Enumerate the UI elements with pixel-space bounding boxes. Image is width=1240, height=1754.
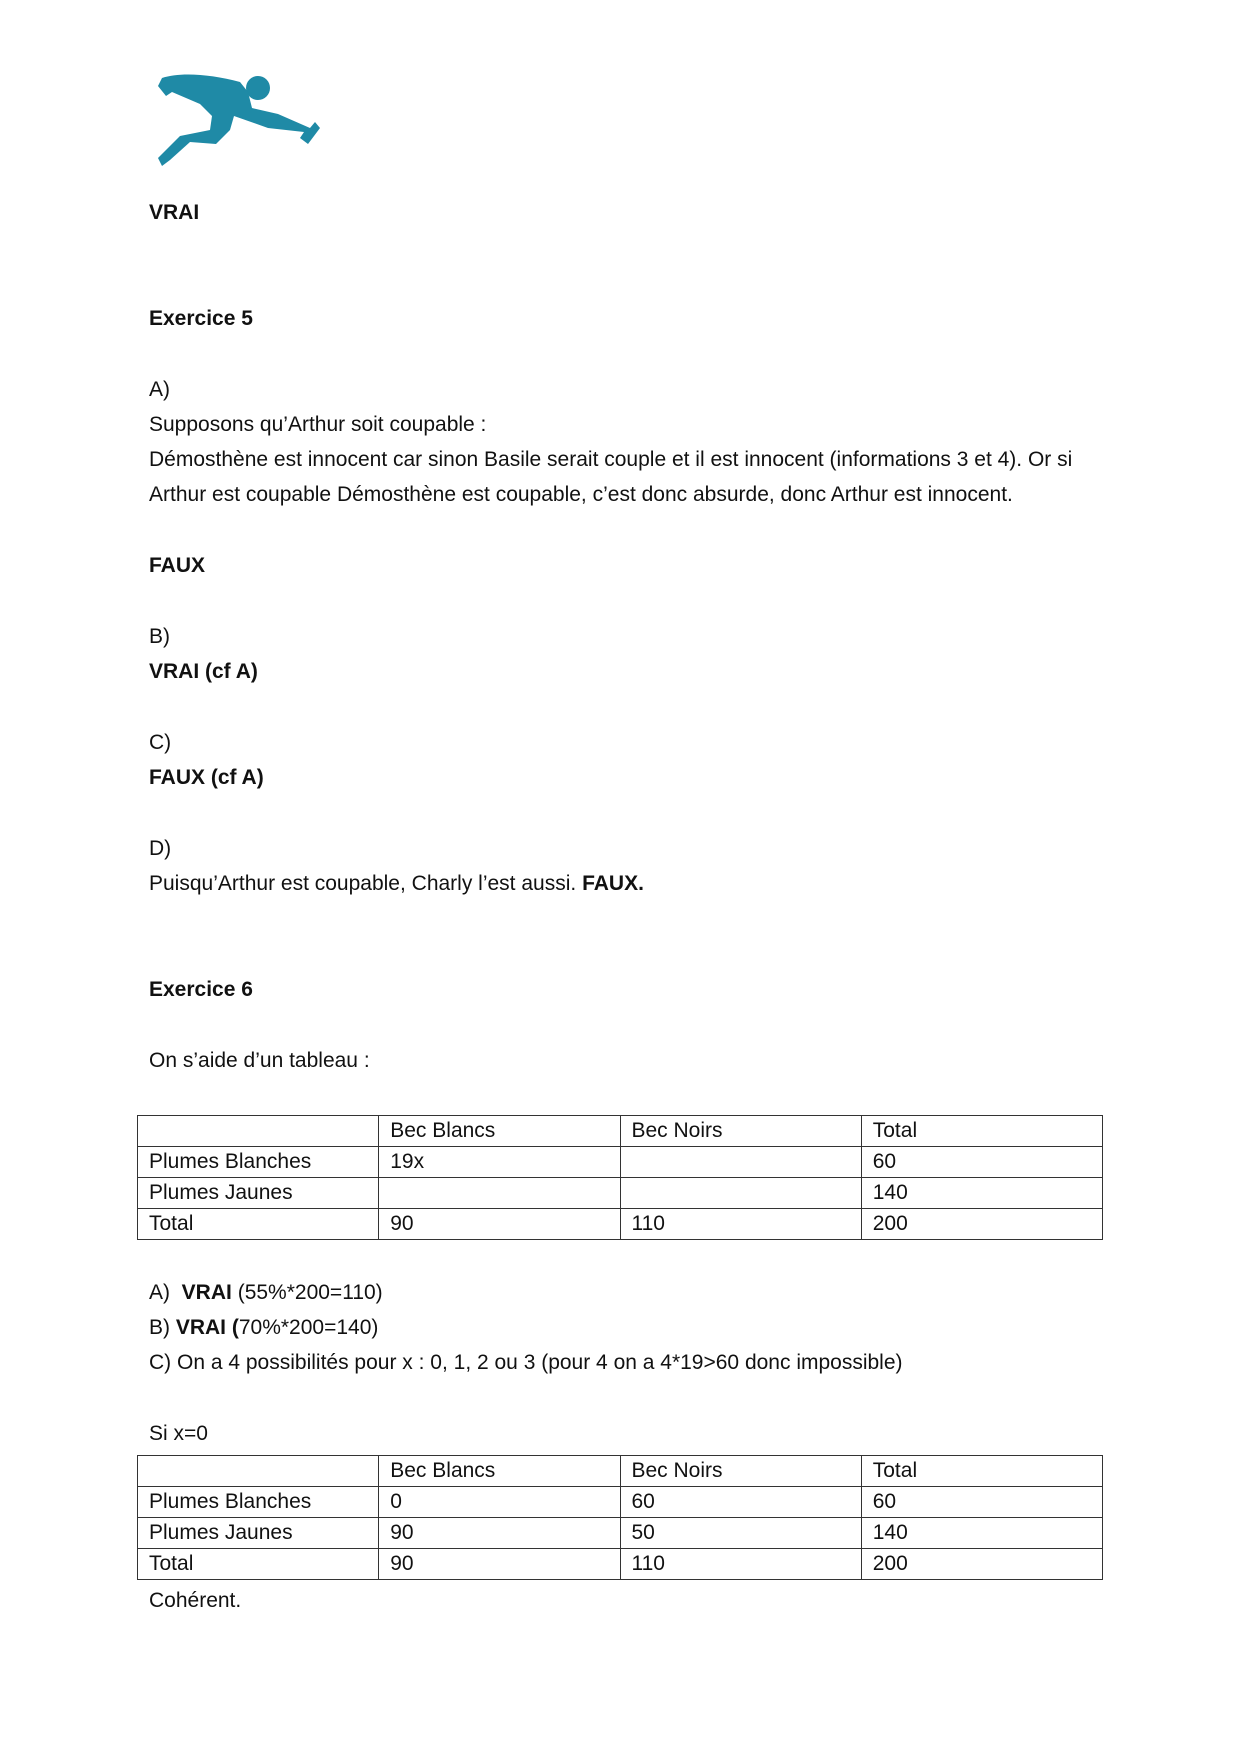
case0-label: Si x=0: [149, 1422, 208, 1445]
table-row: [138, 1518, 1103, 1549]
table-row: [138, 1549, 1103, 1580]
table-cell: 200: [861, 1549, 1102, 1580]
ex5-d-verdict: FAUX.: [582, 872, 644, 895]
ex6-title: Exercice 6: [149, 978, 253, 1001]
table-cell: Bec Blancs: [379, 1116, 620, 1147]
table-cell: 140: [861, 1178, 1102, 1209]
table-row: [138, 1147, 1103, 1178]
answer-a-detail: (55%*200=110): [237, 1281, 383, 1304]
ex5-d-line: [149, 866, 644, 901]
table-cell: Total: [861, 1116, 1102, 1147]
table-case-x0: [137, 1455, 1103, 1580]
ex5-title: Exercice 5: [149, 307, 253, 330]
table-cell: 0: [379, 1487, 620, 1518]
table-cell: 200: [861, 1209, 1102, 1240]
table-cell: 110: [620, 1209, 861, 1240]
table-cell: [379, 1178, 620, 1209]
table-cell: Bec Blancs: [379, 1456, 620, 1487]
table-cell: Bec Noirs: [620, 1116, 861, 1147]
table-cell: 90: [379, 1549, 620, 1580]
table-row: [138, 1487, 1103, 1518]
ex6-answer-a: [149, 1275, 383, 1310]
table-header-row: [138, 1456, 1103, 1487]
ex6-answer-c: C) On a 4 possibilités pour x : 0, 1, 2 ou 3 (pour 4 on a 4*19>60 donc impossible): [149, 1351, 903, 1374]
ex5-b-verdict: VRAI (cf A): [149, 660, 258, 683]
answer-b-detail: 70%*200=140): [238, 1316, 379, 1339]
case0-conclusion: Cohérent.: [149, 1589, 242, 1612]
table-cell: Plumes Blanches: [138, 1487, 379, 1518]
ex6-intro: On s’aide d’un tableau :: [149, 1049, 370, 1072]
table-cell: [620, 1178, 861, 1209]
ex5-a-paragraph: Démosthène est innocent car sinon Basile serait couple et il est innocent (informations 3 et 4). Or si Arthur est coupable Démosthène est coupable, c’est donc absurde, donc Arthur est innocent.: [149, 448, 1073, 506]
ex5-d-label: D): [149, 837, 172, 860]
table-header-row: [138, 1116, 1103, 1147]
table-cell: Plumes Jaunes: [138, 1178, 379, 1209]
ex5-a-label: A): [149, 378, 170, 401]
table-cell: Total: [138, 1209, 379, 1240]
table-cell: Plumes Jaunes: [138, 1518, 379, 1549]
ex5-c-verdict: FAUX (cf A): [149, 766, 264, 789]
table-cell: 60: [861, 1487, 1102, 1518]
ex5-a-line1: Supposons qu’Arthur soit coupable :: [149, 413, 487, 436]
table-cell: 110: [620, 1549, 861, 1580]
ex5-c-label: C): [149, 731, 172, 754]
answer-a-verdict: VRAI: [181, 1281, 232, 1304]
table-row: [138, 1178, 1103, 1209]
table-cell: Bec Noirs: [620, 1456, 861, 1487]
table-cell: 90: [379, 1518, 620, 1549]
table-cell: 19x: [379, 1147, 620, 1178]
table-cell: 60: [861, 1147, 1102, 1178]
hurdler-icon: [150, 70, 320, 172]
intro-verdict: VRAI: [149, 201, 200, 224]
answer-b-label: B): [149, 1316, 170, 1339]
table-cell: 60: [620, 1487, 861, 1518]
table-cell: 90: [379, 1209, 620, 1240]
table-cell: [138, 1116, 379, 1147]
table-cell: [620, 1147, 861, 1178]
ex5-b-label: B): [149, 625, 170, 648]
ex5-a-verdict: FAUX: [149, 554, 206, 577]
ex6-answer-b: [149, 1310, 378, 1345]
table-cell: Total: [861, 1456, 1102, 1487]
answer-b-verdict: VRAI (: [175, 1316, 239, 1339]
table-cell: 140: [861, 1518, 1102, 1549]
table-cell: 50: [620, 1518, 861, 1549]
table-row: [138, 1209, 1103, 1240]
table-cell: Total: [138, 1549, 379, 1580]
ex5-d-text: Puisqu’Arthur est coupable, Charly l’est aussi.: [149, 872, 577, 895]
answer-a-label: A): [149, 1281, 170, 1304]
table-cell: [138, 1456, 379, 1487]
table-counts: [137, 1115, 1103, 1240]
table-cell: Plumes Blanches: [138, 1147, 379, 1178]
